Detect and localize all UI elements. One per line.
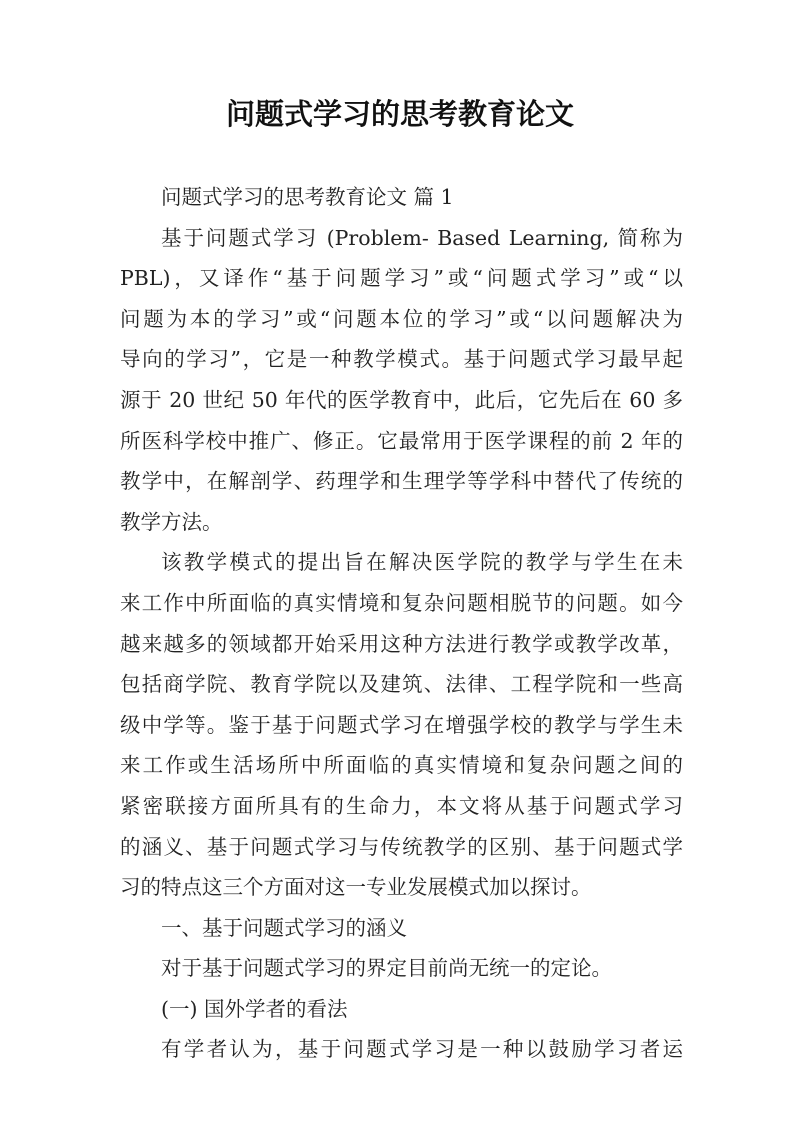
paragraph-line: 习的特点这三个方面对这一专业发展模式加以探讨。	[120, 875, 592, 900]
paragraph-line: 有学者认为，基于问题式学习是一种以鼓励学习者运	[161, 1037, 683, 1062]
paragraph-line: 源于 20 世纪 50 年代的医学教育中，此后，它先后在 60 多	[120, 387, 683, 412]
section-heading: 一、基于问题式学习的涵义	[161, 915, 407, 940]
paragraph-line: 导向的学习”，它是一种教学模式。基于问题式学习最早起	[120, 347, 683, 372]
subsection-heading: (一) 国外学者的看法	[161, 996, 348, 1021]
paragraph-line: 基于问题式学习 (Problem- Based Learning, 简称为	[161, 225, 683, 250]
paragraph-line: 对于基于问题式学习的界定目前尚无统一的定论。	[161, 956, 612, 981]
paragraph-line: 的涵义、基于问题式学习与传统教学的区别、基于问题式学	[120, 834, 683, 859]
paragraph-line: 来工作或生活场所中所面临的真实情境和复杂问题之间的	[120, 753, 683, 778]
paragraph-line: 问题为本的学习”或“问题本位的学习”或“以问题解决为	[120, 306, 683, 331]
paragraph-line: 来工作中所面临的真实情境和复杂问题相脱节的问题。如今	[120, 590, 683, 615]
paragraph-line: 教学方法。	[120, 509, 223, 534]
paragraph-line: 教学中，在解剖学、药理学和生理学等学科中替代了传统的	[120, 469, 683, 494]
paragraph-line: 包括商学院、教育学院以及建筑、法律、工程学院和一些高	[120, 672, 683, 697]
paragraph-line: 级中学等。鉴于基于问题式学习在增强学校的教学与学生未	[120, 712, 683, 737]
document-body	[120, 177, 683, 1070]
section-heading: 问题式学习的思考教育论文 篇 1	[161, 185, 454, 209]
paragraph-line: 该教学模式的提出旨在解决医学院的教学与学生在未	[161, 550, 683, 575]
document-title: 问题式学习的思考教育论文	[225, 97, 574, 131]
paragraph-line: 所医科学校中推广、修正。它最常用于医学课程的前 2 年的	[120, 428, 683, 453]
paragraph-line: 紧密联接方面所具有的生命力，本文将从基于问题式学习	[120, 793, 683, 818]
paragraph-line: 越来越多的领域都开始采用这种方法进行教学或教学改革，	[120, 631, 683, 656]
paragraph-line: PBL)，又译作“基于问题学习”或“问题式学习”或“以	[120, 266, 683, 291]
